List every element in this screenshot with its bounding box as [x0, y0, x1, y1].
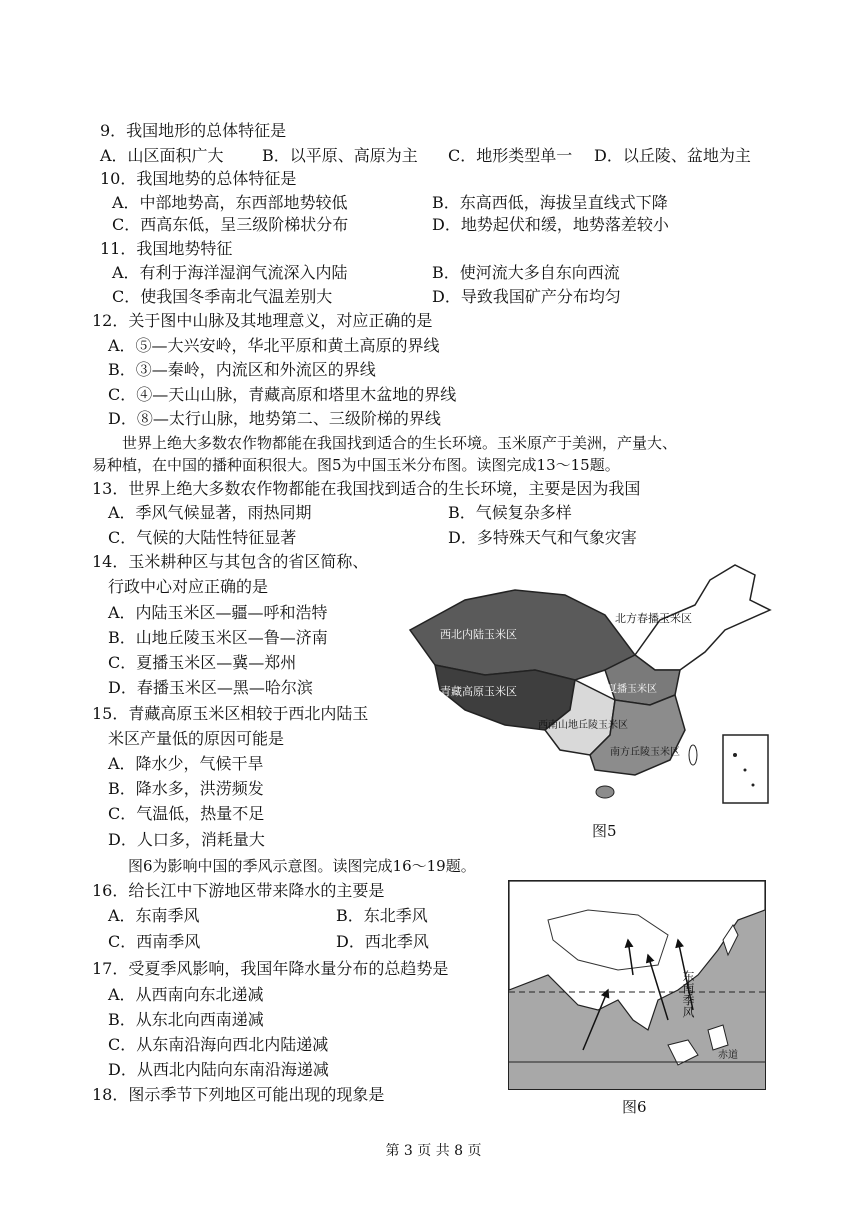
q17-option-b: B．从东北向西南递减: [108, 1010, 264, 1029]
figure6-caption: 图6: [622, 1098, 647, 1116]
q15-option-b: B．降水多，洪涝频发: [108, 779, 264, 798]
label-south-region: 南方丘陵玉米区: [610, 747, 680, 758]
q12-option-d: D．⑧—太行山脉，地势第二、三级阶梯的界线: [108, 409, 441, 428]
taiwan-island: [689, 745, 697, 765]
q13-option-a: A．季风气候显著，雨热同期: [108, 503, 312, 522]
q16-option-a: A．东南季风: [108, 906, 200, 925]
q10-option-d: D．地势起伏和缓，地势落差较小: [432, 215, 669, 234]
q11-option-c: C．使我国冬季南北气温差别大: [112, 287, 333, 306]
q13-option-c: C．气候的大陆性特征显著: [108, 528, 297, 547]
q12-option-b: B．③—秦岭，内流区和外流区的界线: [108, 360, 376, 379]
q17-option-d: D．从西北内陆向东南沿海递减: [108, 1060, 329, 1079]
q16-option-b: B．东北季风: [336, 906, 428, 925]
figure5-caption: 图5: [592, 822, 617, 840]
q13-option-b: B．气候复杂多样: [448, 503, 572, 522]
q14-option-c: C．夏播玉米区—冀—郑州: [108, 653, 297, 672]
q12-option-c: C．④—天山山脉，青藏高原和塔里木盆地的界线: [108, 385, 457, 404]
q17-stem: 17．受夏季风影响，我国年降水量分布的总趋势是: [92, 959, 449, 978]
equator-label: 赤道: [718, 1050, 738, 1061]
q14-option-a: A．内陆玉米区—疆—呼和浩特: [108, 603, 328, 622]
q9-option-a: A．山区面积广大: [100, 146, 224, 165]
east-monsoon-label: 东南季风: [681, 970, 695, 1018]
label-summer-region: 夏播玉米区: [607, 684, 657, 695]
q14-option-d: D．春播玉米区—黑—哈尔滨: [108, 678, 313, 697]
q9-option-c: C．地形类型单一: [448, 146, 573, 165]
intro-monsoon: 图6为影响中国的季风示意图。读图完成16～19题。: [128, 857, 476, 875]
hainan-island: [596, 786, 614, 798]
q13-option-d: D．多特殊天气和气象灾害: [448, 528, 637, 547]
q11-option-b: B．使河流大多自东向西流: [432, 263, 620, 282]
q15-option-c: C．气温低，热量不足: [108, 804, 265, 823]
q9-stem: 9．我国地形的总体特征是: [100, 121, 287, 140]
label-tibet-region: 青藏高原玉米区: [440, 685, 517, 698]
q11-stem: 11．我国地势特征: [100, 239, 233, 258]
q10-option-c: C．西高东低，呈三级阶梯状分布: [112, 215, 349, 234]
q10-stem: 10．我国地势的总体特征是: [100, 169, 297, 188]
figure6-monsoon-map: [508, 880, 766, 1090]
q14-stem-line1: 14．玉米耕种区与其包含的省区简称、: [92, 552, 369, 571]
q16-option-d: D．西北季风: [336, 932, 429, 951]
q9-option-b: B．以平原、高原为主: [262, 146, 418, 165]
q11-option-d: D．导致我国矿产分布均匀: [432, 287, 621, 306]
q14-stem-line2: 行政中心对应正确的是: [108, 577, 269, 596]
q14-option-b: B．山地丘陵玉米区—鲁—济南: [108, 628, 328, 647]
q15-stem-line1: 15．青藏高原玉米区相较于西北内陆玉: [92, 704, 369, 723]
figure5-corn-map: [405, 560, 785, 810]
q12-option-a: A．⑤—大兴安岭，华北平原和黄土高原的界线: [108, 336, 440, 355]
q16-option-c: C．西南季风: [108, 932, 201, 951]
q17-option-a: A．从西南向东北递减: [108, 985, 264, 1004]
q15-stem-line2: 米区产量低的原因可能是: [108, 729, 285, 748]
q11-option-a: A．有利于海洋湿润气流深入内陆: [112, 263, 348, 282]
q16-stem: 16．给长江中下游地区带来降水的主要是: [92, 881, 385, 900]
q15-option-a: A．降水少，气候干旱: [108, 754, 264, 773]
label-northwest-region: 西北内陆玉米区: [440, 628, 517, 641]
page-footer: 第 3 页 共 8 页: [385, 1143, 482, 1159]
q9-option-d: D．以丘陵、盆地为主: [594, 146, 751, 165]
q17-option-c: C．从东南沿海向西北内陆递减: [108, 1035, 329, 1054]
q13-stem: 13．世界上绝大多数农作物都能在我国找到适合的生长环境，主要是因为我国: [92, 479, 641, 498]
label-north-region: 北方春播玉米区: [615, 612, 692, 625]
q12-stem: 12．关于图中山脉及其地理意义，对应正确的是: [92, 311, 433, 330]
q10-option-a: A．中部地势高，东西部地势较低: [112, 193, 348, 212]
intro-corn-line2: 易种植，在中国的播种面积很大。图5为中国玉米分布图。读图完成13～15题。: [92, 456, 620, 474]
q18-stem: 18．图示季节下列地区可能出现的现象是: [92, 1085, 385, 1104]
q15-option-d: D．人口多，消耗量大: [108, 830, 265, 849]
q10-option-b: B．东高西低，海拔呈直线式下降: [432, 193, 668, 212]
label-southwest-region: 西南山地丘陵玉米区: [538, 720, 628, 731]
intro-corn-line1: 世界上绝大多数农作物都能在我国找到适合的生长环境。玉米原产于美洲，产量大、: [122, 434, 678, 452]
